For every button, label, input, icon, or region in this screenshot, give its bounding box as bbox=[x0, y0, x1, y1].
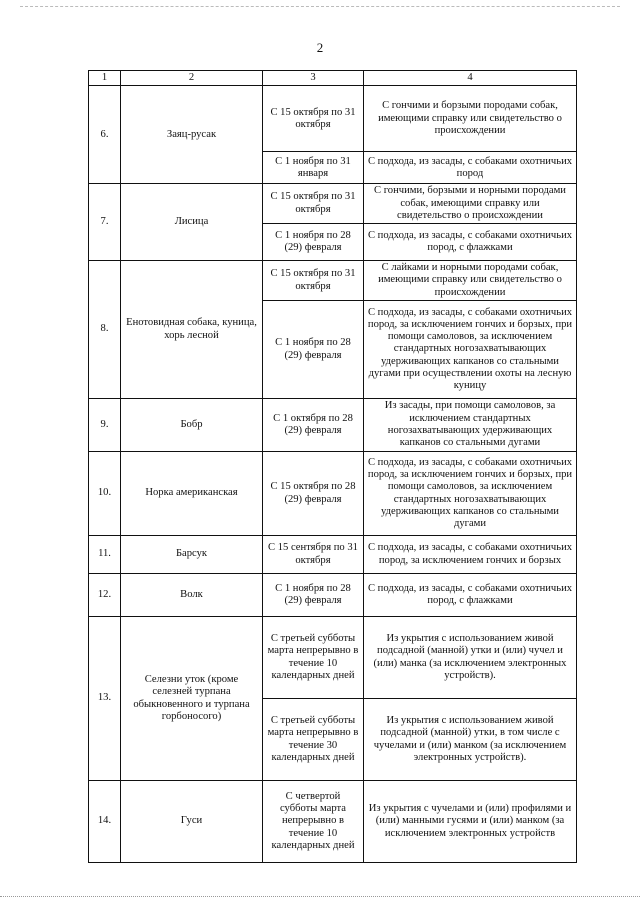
hunting-method: С гончими, борзыми и норными породами собак, имеющими справку или свидетельство о происхождении bbox=[364, 184, 577, 224]
table-row bbox=[89, 452, 577, 536]
header-col-1: 1 bbox=[89, 71, 121, 86]
page-number: 2 bbox=[316, 40, 324, 55]
species-name: Волк bbox=[121, 574, 263, 617]
table-row bbox=[89, 574, 577, 617]
species-name: Бобр bbox=[121, 399, 263, 452]
table-row bbox=[89, 184, 577, 224]
hunting-method: Из засады, при помощи самоловов, за исключением стандартных ногозахватывающих удерживающих капканов со стальными дугами bbox=[364, 399, 577, 452]
hunting-method: С лайками и норными породами собак, имеющими справку или свидетельство о происхождении bbox=[364, 261, 577, 301]
season-period: С 1 ноября по 28 (29) февраля bbox=[263, 301, 364, 399]
season-period: С четвертой субботы марта непрерывно в течение 10 календарных дней bbox=[263, 781, 364, 863]
species-name: Лисица bbox=[121, 184, 263, 261]
species-name: Заяц-русак bbox=[121, 86, 263, 184]
season-period: С 1 октября по 28 (29) февраля bbox=[263, 399, 364, 452]
hunting-method: С гончими и борзыми породами собак, имеющими справку или свидетельство о происхождении bbox=[364, 86, 577, 152]
table-row bbox=[89, 781, 577, 863]
season-period: С 15 сентября по 31 октября bbox=[263, 536, 364, 574]
header-col-4: 4 bbox=[364, 71, 577, 86]
hunting-method: С подхода, из засады, с собаками охотничьих пород bbox=[364, 152, 577, 184]
season-period: С 1 ноября по 31 января bbox=[263, 152, 364, 184]
hunting-method: С подхода, из засады, с собаками охотничьих пород, с флажками bbox=[364, 574, 577, 617]
row-number: 13. bbox=[89, 617, 121, 781]
hunting-method: С подхода, из засады, с собаками охотничьих пород, за исключением гончих и борзых, при помощи самоловов, за исключением стандартных ногозахватывающих удерживающих капканов со стальными дугами при осуществлении охоты на лесную куницу bbox=[364, 301, 577, 399]
season-period: С 15 октября по 31 октября bbox=[263, 184, 364, 224]
hunting-method: С подхода, из засады, с собаками охотничьих пород, с флажками bbox=[364, 224, 577, 261]
hunting-seasons-table bbox=[88, 70, 577, 863]
row-number: 14. bbox=[89, 781, 121, 863]
species-name: Норка американская bbox=[121, 452, 263, 536]
season-period: С 15 октября по 28 (29) февраля bbox=[263, 452, 364, 536]
species-name: Енотовидная собака, куница, хорь лесной bbox=[121, 261, 263, 399]
row-number: 7. bbox=[89, 184, 121, 261]
hunting-method: Из укрытия с использованием живой подсадной (манной) утки и (или) чучел и (или) манка (за исключением электронных устройств). bbox=[364, 617, 577, 699]
row-number: 10. bbox=[89, 452, 121, 536]
table-header-row bbox=[89, 71, 577, 86]
season-period: С третьей субботы марта непрерывно в течение 10 календарных дней bbox=[263, 617, 364, 699]
table-row bbox=[89, 86, 577, 152]
scan-edge-top bbox=[20, 6, 620, 8]
season-period: С 15 октября по 31 октября bbox=[263, 86, 364, 152]
row-number: 12. bbox=[89, 574, 121, 617]
table-row bbox=[89, 536, 577, 574]
season-period: С 1 ноября по 28 (29) февраля bbox=[263, 574, 364, 617]
species-name: Барсук bbox=[121, 536, 263, 574]
row-number: 9. bbox=[89, 399, 121, 452]
season-period: С 1 ноября по 28 (29) февраля bbox=[263, 224, 364, 261]
hunting-method: С подхода, из засады, с собаками охотничьих пород, за исключением гончих и борзых bbox=[364, 536, 577, 574]
header-col-2: 2 bbox=[121, 71, 263, 86]
row-number: 6. bbox=[89, 86, 121, 184]
hunting-method: С подхода, из засады, с собаками охотничьих пород, за исключением гончих и борзых, при помощи самоловов, за исключением стандартных ногозахватывающих удерживающих капканов со стальными дугами bbox=[364, 452, 577, 536]
table-row bbox=[89, 617, 577, 699]
season-period: С третьей субботы марта непрерывно в течение 30 календарных дней bbox=[263, 699, 364, 781]
scan-edge-bottom bbox=[0, 896, 640, 898]
season-period: С 15 октября по 31 октября bbox=[263, 261, 364, 301]
row-number: 8. bbox=[89, 261, 121, 399]
hunting-method: Из укрытия с чучелами и (или) профилями и (или) манными гусями и (или) манком (за исключением электронных устройств bbox=[364, 781, 577, 863]
species-name: Селезни уток (кроме селезней турпана обыкновенного и турпана горбоносого) bbox=[121, 617, 263, 781]
table-row bbox=[89, 399, 577, 452]
species-name: Гуси bbox=[121, 781, 263, 863]
hunting-method: Из укрытия с использованием живой подсадной (манной) утки, в том числе с чучелами и (или) манком (за исключением электронных устройств). bbox=[364, 699, 577, 781]
header-col-3: 3 bbox=[263, 71, 364, 86]
table-row bbox=[89, 261, 577, 301]
row-number: 11. bbox=[89, 536, 121, 574]
